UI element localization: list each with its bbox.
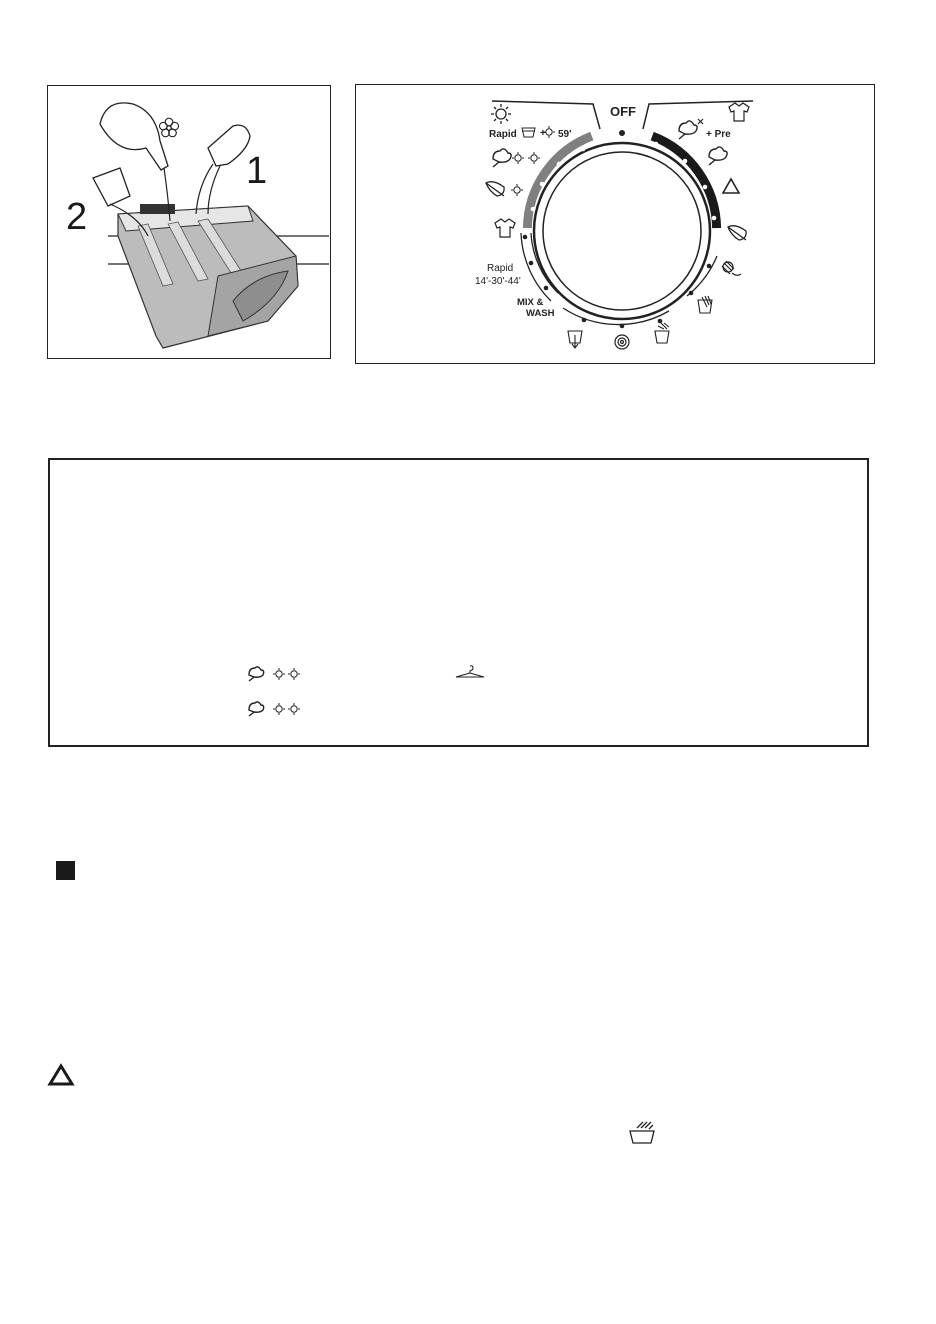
hanger-icon — [453, 663, 487, 679]
double-sun-icon — [512, 152, 540, 164]
double-sun-icon — [272, 667, 306, 681]
single-sun-icon — [511, 184, 523, 196]
compartment-label-1: 1 — [246, 150, 268, 192]
flower-icon — [160, 118, 179, 137]
cotton-icon — [249, 667, 264, 681]
mix-wash-label-2: WASH — [526, 308, 555, 319]
info-box — [48, 458, 869, 747]
rinse-dial-icon — [655, 323, 669, 343]
rapid-times-label: 14'-30'-44' — [475, 276, 521, 287]
compartment-label-2: 2 — [66, 196, 88, 238]
synthetic-triangle-icon — [723, 179, 739, 193]
mix-wash-label-1: MIX & — [517, 297, 544, 308]
tshirt-left-icon — [495, 219, 515, 237]
drawer-icon — [118, 204, 298, 348]
off-label: OFF — [610, 104, 636, 119]
triangle-icon — [47, 1063, 75, 1087]
spin-icon — [615, 335, 629, 349]
cotton-right-icon — [709, 147, 727, 165]
tshirt-icon — [729, 103, 749, 121]
rinse-icon — [627, 1119, 657, 1145]
wool-icon — [722, 261, 741, 275]
cotton-prewash-icon — [679, 119, 703, 139]
dispenser-drawing — [48, 86, 329, 357]
rapid-59-suffix: 59' — [558, 129, 572, 140]
drain-icon — [568, 331, 582, 348]
rapid-label: Rapid — [487, 263, 514, 274]
prewash-label: + Pre — [706, 129, 731, 140]
square-bullet-icon — [56, 861, 75, 880]
feather-right-icon — [728, 226, 746, 240]
tub-icon — [522, 128, 535, 137]
handwash-icon — [698, 296, 712, 313]
double-sun-icon-2 — [272, 702, 306, 716]
cotton-icon — [493, 149, 511, 167]
dispenser-illustration — [47, 85, 331, 359]
feather-icon — [486, 182, 504, 196]
dial-drawing — [356, 85, 873, 362]
svg-text:+: + — [540, 128, 546, 139]
dial-knob-inner — [543, 152, 701, 310]
programme-dial-illustration — [355, 84, 875, 364]
sun-icon — [491, 104, 511, 124]
rapid-59-prefix: Rapid — [489, 129, 517, 140]
